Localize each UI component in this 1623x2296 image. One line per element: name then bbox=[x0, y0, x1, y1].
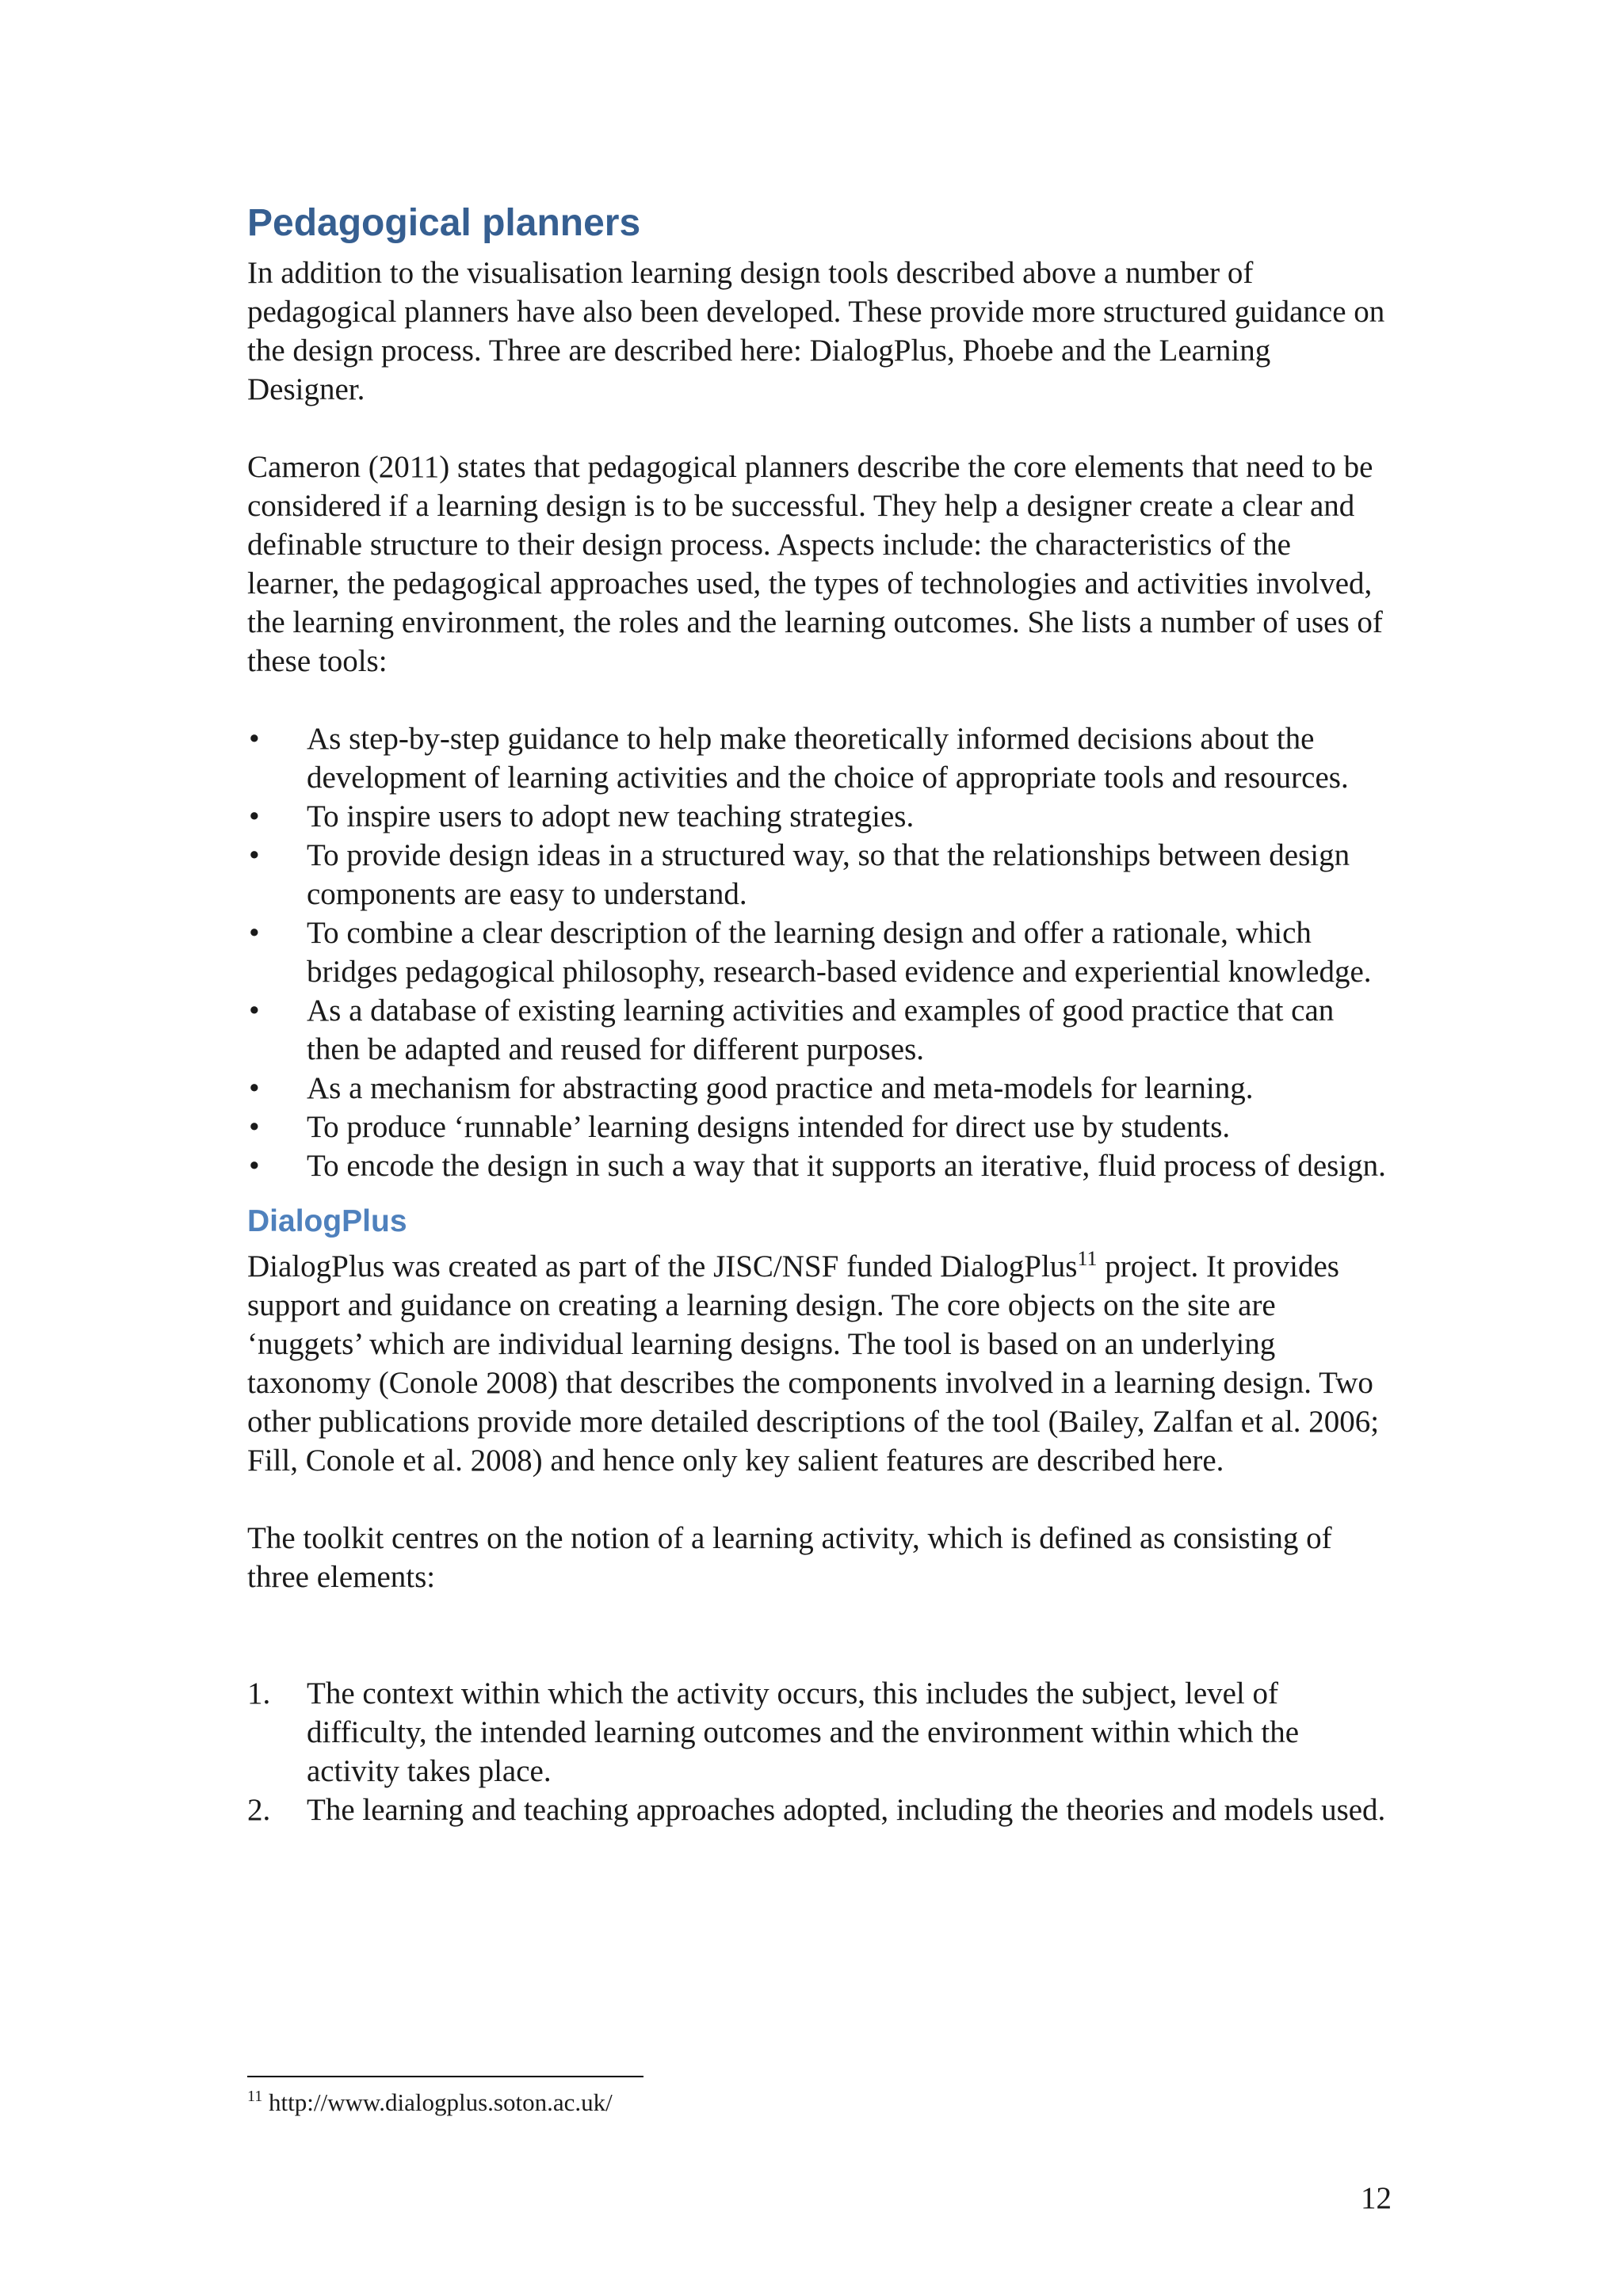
bullet-icon: • bbox=[249, 994, 260, 1028]
bullet-icon: • bbox=[249, 916, 260, 950]
dialogplus-heading: DialogPlus bbox=[247, 1204, 407, 1238]
list-item: 1. The context within which the activity occurs, this includes the subject, level of difficulty, the intended learning outcomes and the environment within which the activity takes place. bbox=[247, 1676, 1300, 1788]
list-item: 2. The learning and teaching approaches adopted, including the theories and models used. bbox=[247, 1793, 1386, 1827]
list-item: • As step-by-step guidance to help make theoretically informed decisions about the development of learning activities and the choice of appropriate tools and resources. bbox=[247, 719, 1388, 797]
list-item: • As a mechanism for abstracting good practice and meta-models for learning. bbox=[247, 1069, 1388, 1108]
footnote-number: 11 bbox=[247, 2088, 263, 2105]
intro-paragraph: In addition to the visualisation learning design tools described above a number of pedagogical planners have also been developed. These provide more structured guidance on the design process. Three are described here: DialogPlus, Phoebe and the Learning Designer. bbox=[247, 256, 1385, 406]
toolkit-paragraph: The toolkit centres on the notion of a learning activity, which is defined as consisting of three elements: bbox=[247, 1521, 1332, 1594]
elements-list bbox=[247, 1674, 1388, 1829]
cameron-paragraph: Cameron (2011) states that pedagogical planners describe the core elements that need to be considered if a learning design is to be successful. They help a designer create a clear and definable structure to their design process. Aspects include: the characteristics of the learner, the pedagogical approaches used, the types of technologies and activities involved, the learning environment, the roles and the learning outcomes. She lists a number of uses of these tools: bbox=[247, 450, 1383, 678]
footnote-link[interactable]: http://www.dialogplus.soton.ac.uk/ bbox=[269, 2088, 613, 2116]
bullet-icon: • bbox=[249, 722, 260, 756]
footnote-divider bbox=[247, 2076, 643, 2077]
page-content bbox=[247, 198, 1388, 1829]
list-item: • To produce ‘runnable’ learning designs intended for direct use by students. bbox=[247, 1108, 1388, 1146]
bullet-icon: • bbox=[249, 1149, 260, 1183]
bullet-icon: • bbox=[249, 1071, 260, 1105]
dialogplus-paragraph: DialogPlus was created as part of the JISC/NSF funded DialogPlus$^{11}$ project. It provides support and guidance on creating a learning design. The core objects on the site are ‘nuggets’ which are individual learning designs. The tool is based on an underlying taxonomy (Conole 2008) that describes the components involved in a learning design. Two other publications provide more detailed descriptions of the tool (Bailey, Zalfan et al. 2006; Fill, Conole et al. 2008) and hence only key salient features are described here. bbox=[247, 1247, 1380, 1478]
list-item: • To combine a clear description of the learning design and offer a rationale, which bridges pedagogical philosophy, research-based evidence and experiential knowledge. bbox=[247, 913, 1388, 991]
bullet-icon: • bbox=[249, 838, 260, 872]
bullet-icon: • bbox=[249, 799, 260, 833]
list-item: • As a database of existing learning activities and examples of good practice that can then be adapted and reused for different purposes. bbox=[247, 991, 1388, 1069]
section-heading: Pedagogical planners bbox=[247, 202, 641, 244]
list-item: • To encode the design in such a way that it supports an iterative, fluid process of design. bbox=[247, 1146, 1388, 1185]
footnote-reference: 11 bbox=[1077, 1247, 1098, 1270]
uses-list bbox=[247, 719, 1388, 1185]
page-number: 12 bbox=[1361, 2181, 1392, 2215]
list-item: • To inspire users to adopt new teaching strategies. bbox=[247, 797, 1388, 836]
bullet-icon: • bbox=[249, 1110, 260, 1144]
footnote bbox=[247, 2087, 613, 2119]
list-item: • To provide design ideas in a structured way, so that the relationships between design components are easy to understand. bbox=[247, 836, 1388, 913]
